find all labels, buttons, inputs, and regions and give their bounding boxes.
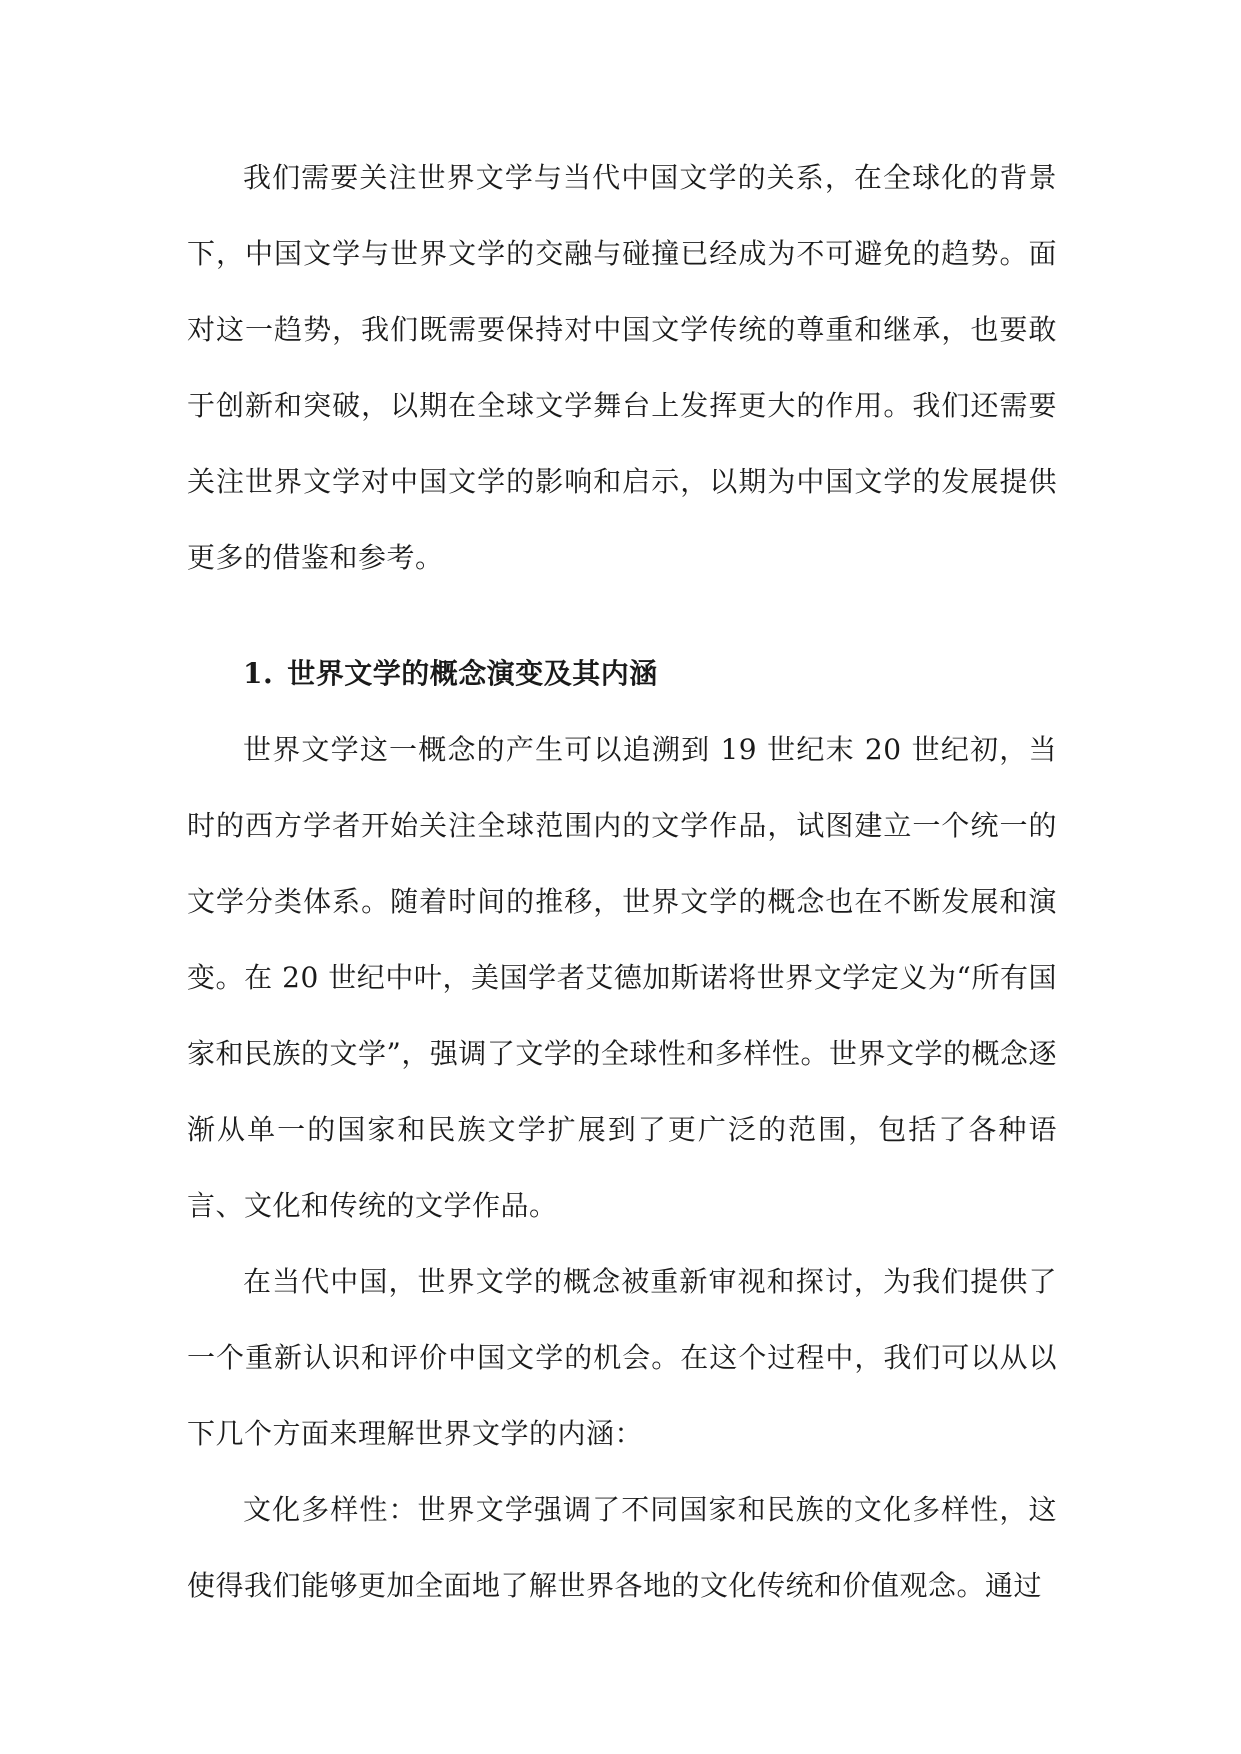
document-body [187, 140, 1057, 1624]
section-number: 1. [243, 657, 274, 690]
section-title: 世界文学的概念演变及其内涵 [287, 657, 658, 690]
section-heading [187, 636, 1057, 712]
body-paragraph: 文化多样性：世界文学强调了不同国家和民族的文化多样性，这使得我们能够更加全面地了解世界各地的文化传统和价值观念。通过 [187, 1493, 1057, 1602]
body-paragraph: 世界文学这一概念的产生可以追溯到 19 世纪末 20 世纪初，当时的西方学者开始关注全球范围内的文学作品，试图建立一个统一的文学分类体系。随着时间的推移，世界文学的概念也在不断发展和演变。在 20 世纪中叶，美国学者艾德加斯诺将世界文学定义为“所有国家和民族的文学”，强调了文学的全球性和多样性。世界文学的概念逐渐从单一的国家和民族文学扩展到了更广泛的范围，包括了各种语言、文化和传统的文学作品。 [187, 733, 1057, 1222]
intro-paragraph: 我们需要关注世界文学与当代中国文学的关系，在全球化的背景下，中国文学与世界文学的交融与碰撞已经成为不可避免的趋势。面对这一趋势，我们既需要保持对中国文学传统的尊重和继承，也要敢于创新和突破，以期在全球文学舞台上发挥更大的作用。我们还需要关注世界文学对中国文学的影响和启示，以期为中国文学的发展提供更多的借鉴和参考。 [187, 161, 1057, 574]
body-paragraph: 在当代中国，世界文学的概念被重新审视和探讨，为我们提供了一个重新认识和评价中国文学的机会。在这个过程中，我们可以从以下几个方面来理解世界文学的内涵： [187, 1265, 1057, 1450]
